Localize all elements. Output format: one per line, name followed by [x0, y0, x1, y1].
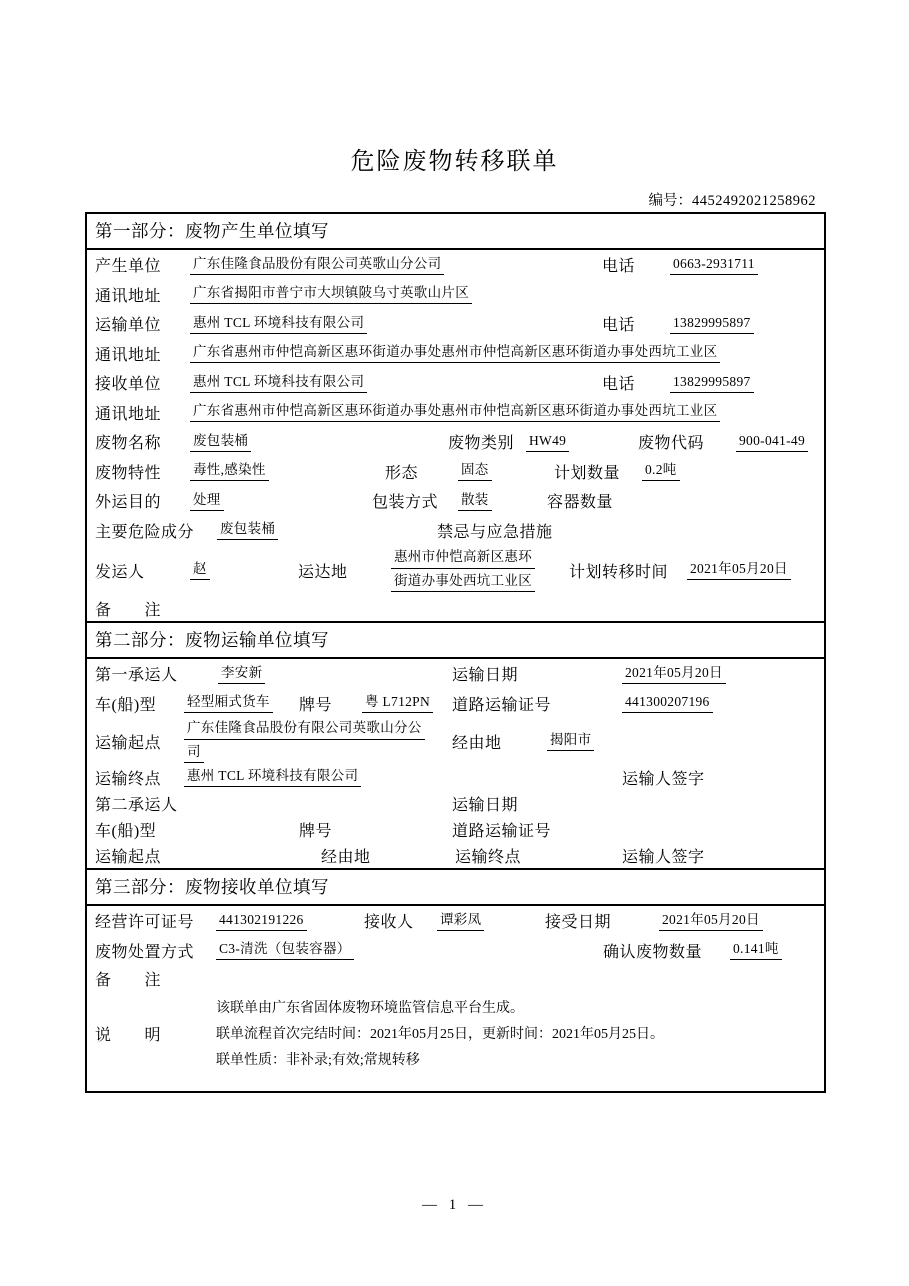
receiver-person-value: 谭彩凤	[437, 911, 484, 931]
destination-label: 运达地	[298, 563, 348, 581]
emergency-measures-label: 禁忌与应急措施	[437, 523, 553, 541]
waste-category-value: HW49	[526, 432, 569, 452]
producer-row	[87, 250, 824, 280]
waste-property-label: 废物特性	[95, 464, 162, 482]
receiver-address-row	[87, 398, 824, 428]
carrier1-row	[87, 659, 824, 689]
purpose-value: 处理	[190, 491, 224, 511]
end1-value: 惠州 TCL 环境科技有限公司	[184, 767, 361, 787]
waste-category-label: 废物类别	[448, 435, 515, 453]
note-label: 说 明	[95, 1026, 162, 1044]
packing-value: 散装	[458, 491, 492, 511]
disposal-value: C3-清洗（包装容器）	[216, 940, 354, 960]
section1-header: 第一部分：废物产生单位填写	[87, 214, 824, 250]
producer-address-label: 通讯地址	[95, 287, 162, 305]
road-license1-label: 道路运输证号	[452, 696, 552, 714]
transporter-value: 惠州 TCL 环境科技有限公司	[190, 314, 367, 334]
form-label: 形态	[385, 464, 419, 482]
waste-code-value: 900-041-49	[736, 432, 808, 452]
transporter-address-label: 通讯地址	[95, 346, 162, 364]
origin1-label: 运输起点	[95, 734, 162, 752]
purpose-label: 外运目的	[95, 494, 162, 512]
hazard-label: 主要危险成分	[95, 523, 195, 541]
receiver-value: 惠州 TCL 环境科技有限公司	[190, 373, 367, 393]
shipper-row	[87, 545, 824, 595]
carrier2-label: 第二承运人	[95, 796, 178, 814]
vehicle1-value: 轻型厢式货车	[184, 693, 273, 713]
accept-date-label: 接受日期	[545, 914, 612, 932]
shipper-label: 发运人	[95, 563, 145, 581]
s3-remark-row	[87, 965, 824, 991]
disposal-label: 废物处置方式	[95, 943, 195, 961]
transporter-label: 运输单位	[95, 317, 162, 335]
permit-value: 441302191226	[216, 911, 307, 931]
planned-qty-label: 计划数量	[554, 464, 621, 482]
form-value: 固态	[458, 461, 492, 481]
waste-property-value: 毒性,感染性	[190, 461, 269, 481]
producer-phone-label: 电话	[602, 258, 636, 276]
transport-date2-label: 运输日期	[452, 796, 519, 814]
doc-number	[85, 189, 816, 210]
waste-property-row	[87, 457, 824, 487]
producer-phone-value: 0663-2931711	[670, 255, 758, 275]
via2-label: 经由地	[321, 848, 371, 866]
carrier1-label: 第一承运人	[95, 667, 178, 685]
page-number: — 1 —	[422, 1197, 487, 1213]
note-lines	[216, 991, 664, 1075]
transporter-address-row	[87, 339, 824, 369]
destination-value: 惠州市仲恺高新区惠环 街道办事处西坑工业区	[391, 548, 569, 591]
transporter-phone-value: 13829995897	[670, 314, 754, 334]
receiver-phone-value: 13829995897	[670, 373, 754, 393]
producer-value: 广东佳隆食品股份有限公司英歌山分公司	[190, 255, 444, 275]
hazard-value: 废包装桶	[217, 520, 278, 540]
transfer-time-label: 计划转移时间	[569, 563, 669, 581]
route2-row	[87, 842, 824, 868]
receiver-address-value: 广东省惠州市仲恺高新区惠环街道办事处惠州市仲恺高新区惠环街道办事处西坑工业区	[190, 402, 720, 422]
sign2-label: 运输人签字	[622, 848, 705, 866]
plate2-label: 牌号	[299, 822, 333, 840]
page-title: 危险废物转移联单	[350, 149, 559, 175]
permit-label: 经营许可证号	[95, 914, 195, 932]
producer-address-row	[87, 280, 824, 310]
hazard-row	[87, 516, 824, 546]
vehicle2-row	[87, 816, 824, 842]
receiver-phone-label: 电话	[602, 376, 636, 394]
doc-number-value: 4452492021258962	[692, 193, 816, 209]
vehicle1-row	[87, 689, 824, 719]
note-line-2: 联单流程首次完结时间：2021年05月25日，更新时间：2021年05月25日。	[216, 1027, 664, 1042]
s3-remark-label: 备 注	[95, 971, 162, 989]
carrier2-row	[87, 790, 824, 816]
receiver-person-label: 接收人	[364, 914, 414, 932]
producer-address-value: 广东省揭阳市普宁市大坝镇陂乌寸英歌山片区	[190, 284, 472, 304]
end2-label: 运输终点	[455, 848, 522, 866]
manifest-form	[85, 212, 826, 1093]
packing-label: 包装方式	[372, 494, 439, 512]
road-license1-value: 441300207196	[622, 693, 713, 713]
waste-name-label: 废物名称	[95, 435, 162, 453]
vehicle1-label: 车(船)型	[95, 696, 157, 714]
purpose-row	[87, 486, 824, 516]
section3-header: 第三部分：废物接收单位填写	[87, 868, 824, 906]
vehicle2-label: 车(船)型	[95, 822, 157, 840]
planned-qty-value: 0.2吨	[642, 461, 680, 481]
s1-remark-label: 备 注	[95, 601, 162, 619]
transfer-time-value: 2021年05月20日	[687, 560, 791, 580]
receiver-row	[87, 368, 824, 398]
accept-date-value: 2021年05月20日	[659, 911, 763, 931]
confirmed-qty-value: 0.141吨	[730, 940, 782, 960]
plate1-label: 牌号	[299, 696, 333, 714]
confirmed-qty-label: 确认废物数量	[603, 943, 703, 961]
via1-label: 经由地	[452, 734, 502, 752]
road-license2-label: 道路运输证号	[452, 822, 552, 840]
transporter-row	[87, 309, 824, 339]
waste-code-label: 废物代码	[638, 435, 705, 453]
plate1-value: 粤 L712PN	[362, 693, 433, 713]
producer-label: 产生单位	[95, 258, 162, 276]
waste-name-value: 废包装桶	[190, 432, 251, 452]
transporter-address-value: 广东省惠州市仲恺高新区惠环街道办事处惠州市仲恺高新区惠环街道办事处西坑工业区	[190, 343, 720, 363]
note-row	[87, 991, 824, 1075]
shipper-value: 赵	[190, 560, 210, 580]
sign1-label: 运输人签字	[622, 770, 705, 788]
section2-header: 第二部分：废物运输单位填写	[87, 621, 824, 659]
waste-name-row	[87, 427, 824, 457]
transport-date1-label: 运输日期	[452, 667, 519, 685]
receiver-label: 接收单位	[95, 376, 162, 394]
disposal-row	[87, 936, 824, 966]
note-line-3: 联单性质：非补录;有效;常规转移	[216, 1053, 420, 1068]
origin2-label: 运输起点	[95, 848, 162, 866]
transport-date1-value: 2021年05月20日	[622, 664, 726, 684]
s1-remark-row	[87, 595, 824, 621]
transporter-phone-label: 电话	[602, 317, 636, 335]
doc-number-label: 编号：	[648, 193, 692, 209]
carrier1-value: 李安新	[218, 664, 265, 684]
note-line-1: 该联单由广东省固体废物环境监管信息平台生成。	[216, 1001, 524, 1016]
receiver-address-label: 通讯地址	[95, 405, 162, 423]
origin1-row	[87, 718, 824, 764]
end1-row	[87, 764, 824, 790]
via1-value: 揭阳市	[547, 731, 594, 751]
origin1-value: 广东佳隆食品股份有限公司英歌山分公 司	[184, 719, 452, 762]
end1-label: 运输终点	[95, 770, 162, 788]
container-qty-label: 容器数量	[547, 494, 614, 512]
permit-row	[87, 906, 824, 936]
